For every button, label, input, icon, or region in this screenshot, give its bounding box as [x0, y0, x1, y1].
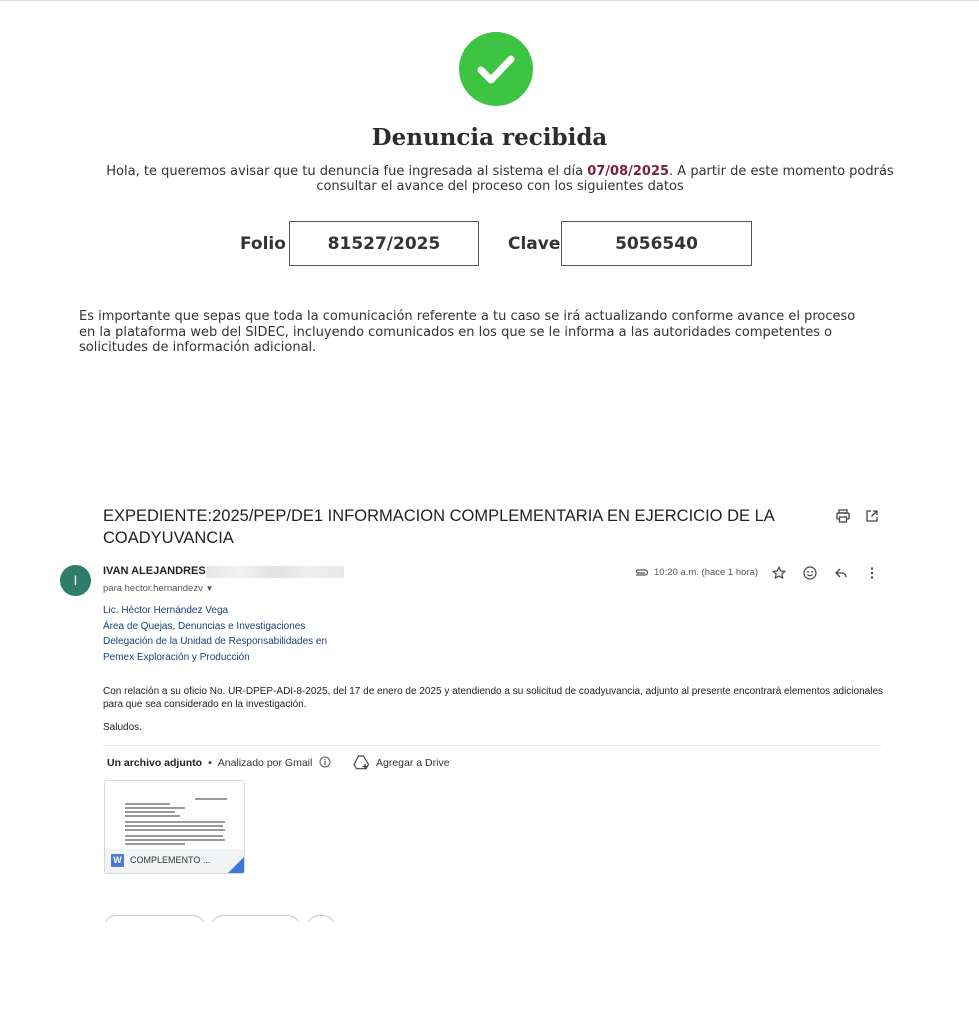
check-icon: [459, 32, 533, 106]
recipient-line[interactable]: [103, 583, 213, 594]
reply-icon[interactable]: [833, 565, 849, 581]
intro-after: . A partir de este momento podrás consultar el avance del proceso con los siguientes datos: [316, 164, 894, 194]
intro-text: [80, 164, 920, 194]
separator-dot: •: [208, 757, 212, 769]
attachment-thumbnail[interactable]: [104, 780, 245, 874]
signature-line: Delegación de la Unidad de Responsabilidades en: [103, 636, 328, 647]
paperclip-icon: [634, 565, 650, 581]
folio-value-box: 81527/2025: [289, 221, 479, 266]
submission-date: 07/08/2025: [587, 164, 670, 179]
top-border: [0, 0, 979, 1]
sender-name: IVAN ALEJANDRES: [103, 565, 206, 577]
notice-text: Es importante que sepas que toda la comunicación referente a tu caso se irá actualizando conforme avance el proceso en la plataforma web del SIDEC, incluyendo comunicados en los que se le informa a las autoridades competentes o solicitudes de información adicional.: [79, 309, 856, 355]
emoji-icon[interactable]: [802, 565, 818, 581]
email-signature: [103, 603, 327, 665]
sender-avatar: I: [60, 565, 91, 596]
divider: [103, 745, 881, 746]
star-icon[interactable]: [771, 565, 787, 581]
intro-before: Hola, te queremos avisar que tu denuncia fue ingresada al sistema el día: [106, 164, 588, 179]
clave-value-box: 5056540: [561, 221, 752, 266]
folio-label: Folio: [240, 234, 286, 254]
attachment-name: COMPLEMENTO ...: [130, 855, 211, 865]
email-subject: EXPEDIENTE:2025/PEP/DE1 INFORMACION COMPLEMENTARIA EN EJERCICIO DE LA COADYUVANCIA: [103, 507, 774, 547]
document-preview: [105, 781, 244, 849]
email-closing: Saludos.: [103, 722, 142, 733]
clave-label: Clave: [508, 234, 561, 254]
print-icon[interactable]: [835, 508, 851, 524]
signature-line: Pemex Exploración y Producción: [103, 651, 250, 663]
more-vertical-icon[interactable]: [864, 565, 880, 581]
word-file-icon: W: [111, 854, 124, 867]
add-to-drive-label: Agregar a Drive: [376, 757, 450, 769]
cropped-edge: [90, 922, 390, 942]
chevron-down-icon[interactable]: ▼: [205, 584, 214, 593]
recipient-text: para hector.hernandezv: [103, 583, 203, 594]
signature-line: Lic. Héctor Hernández Vega: [103, 605, 229, 616]
email-body: Con relación a su oficio No. UR-DPEP-ADI-8-2025, del 17 de enero de 2025 y atendiendo a su solicitud de coadyuvancia, adjunto al presente encontrará elementos adicionales para que sea considerado en la investigación.: [103, 686, 883, 710]
add-to-drive-icon: [353, 754, 370, 773]
attachments-title: Un archivo adjunto: [107, 757, 203, 769]
scanned-by-gmail: Analizado por Gmail: [217, 757, 313, 769]
email-time: 10:20 a.m. (hace 1 hora): [654, 567, 759, 578]
signature-line: Área de Quejas, Denuncias e Investigaciones: [103, 620, 306, 632]
redacted-sender-email: [206, 566, 344, 578]
page-corner-icon: [228, 857, 244, 873]
add-to-drive-button[interactable]: [353, 754, 450, 773]
info-icon[interactable]: [319, 756, 331, 771]
attachments-header: [107, 756, 331, 771]
open-in-new-icon[interactable]: [864, 508, 880, 524]
page-title: Denuncia recibida: [371, 124, 608, 151]
